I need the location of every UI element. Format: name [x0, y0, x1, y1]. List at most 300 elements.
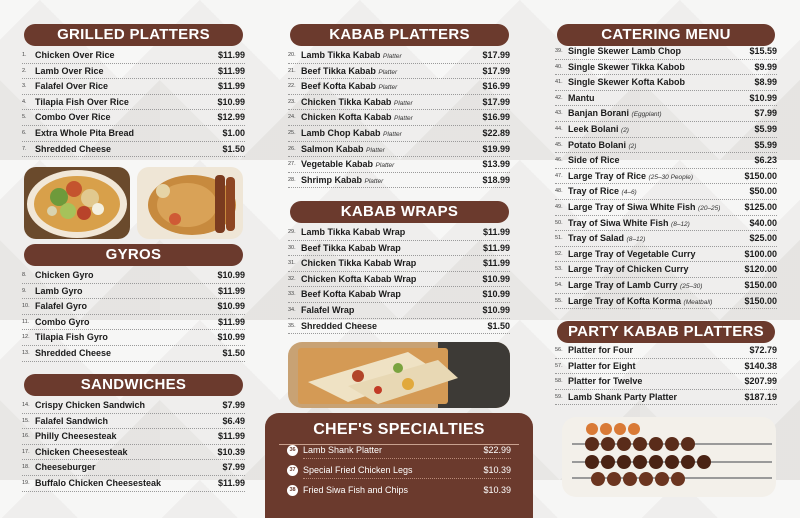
- item-note: (8–12): [626, 236, 646, 244]
- item-number: 23.: [288, 98, 296, 105]
- item-price: $16.99: [482, 81, 510, 92]
- item-name: Tilapia Fish Over Rice: [35, 96, 129, 107]
- item-name: Large Tray of Lamb Curry: [568, 279, 678, 290]
- item-number: 53.: [555, 266, 563, 273]
- item-name: Lamb Chop Kabab: [301, 127, 381, 138]
- menu-item-row: [22, 79, 245, 95]
- item-price: $10.99: [217, 96, 245, 107]
- item-price: $9.99: [754, 61, 777, 72]
- item-name: Chicken Kofta Kabab Wrap: [301, 273, 417, 284]
- item-name-wrap: [301, 81, 397, 91]
- item-price: $150.00: [744, 279, 777, 290]
- item-price: $11.99: [217, 65, 245, 76]
- item-number: 47.: [555, 172, 563, 179]
- menu-item-row: [288, 225, 510, 241]
- menu-item-row: [555, 247, 777, 263]
- item-number: 58.: [555, 378, 563, 385]
- item-name-wrap: [35, 400, 145, 410]
- item-price: $10.99: [217, 270, 245, 280]
- item-note: (8–12): [671, 220, 690, 228]
- item-name-wrap: [35, 431, 117, 441]
- skewers-photo: [562, 417, 776, 497]
- menu-item-row: [555, 138, 777, 154]
- item-name: Potato Bolani: [568, 139, 626, 150]
- item-number: 36: [287, 445, 298, 456]
- item-price: $17.99: [482, 50, 510, 60]
- item-name-wrap: [35, 270, 94, 280]
- item-number: 9.: [22, 287, 27, 294]
- item-name-wrap: [301, 112, 413, 122]
- item-name: Shredded Cheese: [35, 143, 112, 154]
- item-name: Large Tray of Siwa White Fish: [568, 201, 696, 212]
- menu-item-row: [555, 44, 777, 60]
- menu-item-row: [22, 476, 245, 492]
- item-note: Platter: [375, 162, 395, 170]
- item-number: 48.: [555, 188, 563, 195]
- item-price: $1.50: [222, 347, 245, 358]
- item-name-wrap: [568, 392, 677, 402]
- item-name-wrap: [568, 280, 702, 290]
- item-price: $17.99: [482, 96, 510, 107]
- item-name-wrap: [568, 124, 629, 134]
- item-price: $7.99: [754, 108, 777, 119]
- item-number: 35.: [288, 322, 296, 329]
- item-number: 15.: [22, 417, 30, 424]
- item-price: $1.50: [222, 143, 245, 154]
- item-name: Lamb Shank Platter: [303, 445, 383, 455]
- item-number: 55.: [555, 297, 563, 304]
- item-name-wrap: [568, 345, 633, 355]
- item-number: 50.: [555, 219, 563, 226]
- item-note: (2): [628, 142, 637, 150]
- item-name-wrap: [301, 258, 416, 268]
- item-name: Chicken Over Rice: [35, 50, 115, 60]
- item-note: Platter: [382, 53, 402, 60]
- party-platters-header: PARTY KABAB PLATTERS: [557, 321, 775, 343]
- menu-item-row: [288, 241, 510, 257]
- item-note: (25–30 People): [648, 173, 693, 181]
- item-number: 4.: [22, 98, 27, 105]
- menu-item-row: [288, 173, 510, 189]
- item-name: Tray of Salad: [568, 233, 625, 244]
- item-name-wrap: [301, 50, 402, 60]
- item-number: 7.: [22, 145, 27, 152]
- grilled-platters-list: [22, 48, 245, 157]
- item-name: Combo Over Rice: [35, 112, 111, 123]
- menu-item-row: [22, 284, 245, 300]
- item-name-wrap: [35, 478, 161, 488]
- item-number: 11.: [22, 318, 30, 325]
- item-price: $125.00: [744, 201, 777, 212]
- menu-item-row: [22, 460, 245, 476]
- item-name: Side of Rice: [568, 155, 620, 166]
- item-price: $22.89: [482, 127, 510, 138]
- item-name-wrap: [301, 289, 401, 299]
- item-name-wrap: [568, 140, 636, 150]
- item-name: Beef Tikka Kabab Wrap: [301, 242, 401, 253]
- menu-item-row: [555, 231, 777, 247]
- item-name: Single Skewer Kofta Kabob: [568, 77, 686, 88]
- item-name: Lamb Over Rice: [35, 65, 104, 76]
- item-number: 18.: [22, 464, 30, 471]
- menu-item-row: [288, 64, 510, 80]
- item-name: Single Skewer Lamb Chop: [568, 46, 682, 56]
- menu-item-row: [555, 216, 777, 232]
- item-name: Falafel Gyro: [35, 301, 88, 312]
- menu-item-row: [555, 169, 777, 185]
- item-number: 51.: [555, 235, 563, 242]
- item-name: Tray of Rice: [568, 186, 620, 197]
- item-number: 26.: [288, 145, 296, 152]
- item-name-wrap: [35, 416, 108, 426]
- item-name-wrap: [568, 77, 685, 87]
- item-note: Platter: [393, 99, 413, 107]
- item-number: 52.: [555, 250, 563, 257]
- item-price: $11.99: [217, 285, 245, 296]
- menu-item-row: [288, 142, 510, 158]
- item-note: Platter: [364, 177, 384, 185]
- item-note: (4–6): [621, 189, 637, 197]
- menu-item-row: [22, 346, 245, 362]
- menu-item-row: [555, 200, 777, 216]
- item-name: Fried Siwa Fish and Chips: [303, 485, 409, 495]
- item-name: Chicken Tikka Kabab Wrap: [301, 258, 417, 269]
- item-name-wrap: [301, 66, 397, 76]
- menu-item-row: [288, 287, 510, 303]
- item-name: Beef Kofta Kabab Wrap: [301, 289, 401, 300]
- item-name: Lamb Gyro: [35, 285, 83, 296]
- item-number: 27.: [288, 161, 296, 168]
- menu-item-row: [555, 60, 777, 76]
- item-price: $11.99: [217, 431, 245, 442]
- menu-item-row: [288, 126, 510, 142]
- menu-item-row: [22, 126, 245, 142]
- item-price: $6.23: [754, 155, 777, 166]
- menu-item-row: [288, 95, 510, 111]
- item-name: Falafel Over Rice: [35, 81, 109, 92]
- item-price: $10.99: [217, 332, 245, 343]
- item-number: 6.: [22, 129, 27, 136]
- item-price: $22.99: [483, 445, 511, 455]
- item-name: Extra Whole Pita Bread: [35, 127, 135, 138]
- item-name-wrap: [568, 296, 712, 306]
- chefs-specialties-panel: [265, 413, 533, 518]
- item-name: Chicken Cheesesteak: [35, 446, 128, 457]
- item-name-wrap: [301, 227, 405, 237]
- item-name-wrap: [568, 62, 685, 72]
- item-number: 45.: [555, 141, 563, 148]
- item-price: $12.99: [217, 112, 245, 123]
- item-name-wrap: [35, 66, 104, 76]
- wraps-photo: [288, 342, 510, 408]
- menu-item-row: [22, 268, 245, 284]
- menu-item-row: [555, 153, 777, 169]
- item-name: Beef Kofta Kabab: [301, 81, 377, 92]
- item-name-wrap: [35, 144, 111, 154]
- item-price: $11.99: [217, 316, 245, 327]
- item-number: 43.: [555, 110, 563, 117]
- item-price: $15.59: [749, 46, 777, 56]
- menu-item-row: [22, 315, 245, 331]
- item-number: 24.: [288, 114, 296, 121]
- item-price: $10.99: [482, 304, 510, 315]
- item-price: $17.99: [482, 65, 510, 76]
- item-name-wrap: [301, 159, 394, 169]
- item-number: 17.: [22, 448, 30, 455]
- item-number: 32.: [288, 275, 296, 282]
- menu-item-row: [22, 398, 245, 414]
- menu-item-row: [288, 79, 510, 95]
- item-name-wrap: [301, 305, 354, 315]
- menu-item-row: [555, 91, 777, 107]
- item-price: $11.99: [217, 81, 245, 92]
- grilled-platters-header: GRILLED PLATTERS: [24, 24, 243, 46]
- item-number: 20.: [288, 52, 296, 58]
- item-price: $7.99: [222, 462, 245, 473]
- item-price: $8.99: [754, 77, 777, 88]
- item-name-wrap: [35, 317, 90, 327]
- item-number: 3.: [22, 83, 27, 90]
- item-price: $100.00: [744, 248, 777, 259]
- item-number: 1.: [22, 52, 27, 58]
- item-note: (Eggplant): [631, 111, 662, 119]
- item-name-wrap: [301, 321, 377, 331]
- item-price: $1.00: [222, 127, 245, 138]
- kabab-wraps-list: [288, 225, 510, 334]
- item-price: $10.99: [482, 289, 510, 300]
- item-number: 12.: [22, 334, 30, 341]
- item-name-wrap: [35, 462, 96, 472]
- item-name-wrap: [568, 218, 690, 228]
- item-price: $150.00: [744, 295, 777, 306]
- sandwiches-header: SANDWICHES: [24, 374, 243, 396]
- item-note: (2): [621, 126, 629, 134]
- item-price: $11.99: [482, 258, 510, 269]
- item-number: 38: [287, 485, 298, 496]
- item-price: $10.39: [483, 465, 511, 475]
- item-name-wrap: [35, 128, 134, 138]
- item-name-wrap: [35, 301, 87, 311]
- item-number: 42.: [555, 94, 563, 101]
- item-name-wrap: [301, 175, 383, 185]
- item-name-wrap: [301, 243, 401, 253]
- item-name-wrap: [35, 332, 108, 342]
- item-name: Beef Tikka Kabab: [301, 65, 376, 76]
- item-number: 19.: [22, 479, 30, 486]
- item-name-wrap: [35, 348, 111, 358]
- menu-item-row: [22, 429, 245, 445]
- item-name-wrap: [568, 108, 662, 118]
- item-name-wrap: [301, 274, 416, 284]
- item-note: (20–25): [698, 204, 721, 212]
- item-name-wrap: [35, 50, 115, 60]
- item-note: (Meatball): [683, 298, 713, 306]
- item-name-wrap: [35, 81, 108, 91]
- item-note: Platter: [383, 130, 402, 138]
- item-price: $16.99: [482, 112, 510, 123]
- menu-item-row: [22, 445, 245, 461]
- catering-menu-header: CATERING MENU: [557, 24, 775, 46]
- menu-item-row: [555, 390, 777, 406]
- menu-item-row: [22, 110, 245, 126]
- item-name-wrap: [568, 202, 720, 212]
- item-number: 44.: [555, 125, 563, 132]
- rice-kabab-photo: [137, 167, 243, 239]
- item-price: $5.99: [754, 123, 777, 134]
- item-price: $11.99: [482, 227, 510, 237]
- item-name-wrap: [568, 249, 696, 259]
- item-number: 46.: [555, 157, 563, 164]
- item-name: Shredded Cheese: [35, 347, 112, 358]
- menu-item-row: [22, 95, 245, 111]
- item-price: $187.19: [744, 391, 777, 402]
- item-name: Crispy Chicken Sandwich: [35, 400, 146, 410]
- item-number: 49.: [555, 203, 563, 210]
- menu-item-row: [22, 299, 245, 315]
- menu-item-row: [288, 110, 510, 126]
- item-name-wrap: [568, 171, 693, 181]
- item-price: $72.79: [749, 345, 777, 355]
- item-name: Falafel Sandwich: [35, 415, 109, 426]
- item-name: Lamb Shank Party Platter: [568, 391, 678, 402]
- gyros-list: [22, 268, 245, 362]
- menu-item-row: [555, 262, 777, 278]
- menu-item-row: [22, 64, 245, 80]
- item-name: Falafel Wrap: [301, 304, 355, 315]
- item-name: Large Tray of Rice: [568, 170, 647, 181]
- item-note: Platter: [366, 146, 385, 154]
- item-name: Large Tray of Kofta Korma: [568, 295, 682, 306]
- item-name-wrap: [35, 286, 83, 296]
- menu-item-row: [22, 414, 245, 430]
- item-name-wrap: [568, 264, 689, 274]
- item-number: 8.: [22, 272, 27, 278]
- item-number: 13.: [22, 349, 30, 356]
- specialty-row: [287, 464, 511, 482]
- item-name: Platter for Four: [568, 345, 634, 355]
- item-name: Tilapia Fish Gyro: [35, 332, 108, 343]
- item-number: 30.: [288, 244, 296, 251]
- divider: [303, 478, 511, 479]
- gyros-header: GYROS: [24, 244, 243, 266]
- specialty-row: [287, 444, 511, 462]
- item-number: 54.: [555, 281, 563, 288]
- item-number: 41.: [555, 79, 563, 86]
- item-price: $40.00: [749, 217, 777, 228]
- item-number: 37: [287, 465, 298, 476]
- item-name: Vegetable Kabab: [301, 159, 374, 170]
- item-note: Platter: [378, 68, 398, 76]
- item-number: 22.: [288, 83, 296, 90]
- item-price: $13.99: [482, 159, 510, 170]
- menu-item-row: [555, 106, 777, 122]
- specialty-row: [287, 484, 511, 502]
- item-name-wrap: [35, 97, 129, 107]
- menu-item-row: [555, 343, 777, 359]
- item-price: $11.99: [482, 242, 510, 253]
- item-name-wrap: [301, 97, 413, 107]
- item-number: 34.: [288, 306, 296, 313]
- item-name: Chicken Tikka Kabab: [301, 96, 392, 107]
- item-number: 14.: [22, 402, 30, 408]
- kabab-platters-header: KABAB PLATTERS: [290, 24, 509, 46]
- item-number: 33.: [288, 291, 296, 298]
- item-price: $11.99: [217, 477, 245, 488]
- menu-item-row: [288, 157, 510, 173]
- item-name-wrap: [568, 376, 642, 386]
- item-price: $25.00: [749, 233, 777, 244]
- kabab-platters-list: [288, 48, 510, 188]
- kabab-wraps-header: KABAB WRAPS: [290, 201, 509, 223]
- item-name: Single Skewer Tikka Kabob: [568, 61, 685, 72]
- item-name: Leek Bolani: [568, 123, 619, 134]
- item-price: $50.00: [749, 186, 777, 197]
- menu-item-row: [22, 330, 245, 346]
- item-name: Large Tray of Chicken Curry: [568, 264, 689, 275]
- item-price: $10.99: [749, 92, 777, 103]
- item-price: $207.99: [744, 376, 777, 387]
- item-name: Shredded Cheese: [301, 320, 378, 331]
- item-name: Philly Cheesesteak: [35, 431, 117, 442]
- menu-item-row: [22, 142, 245, 158]
- item-number: 25.: [288, 129, 296, 136]
- item-name: Shrimp Kabab: [301, 174, 363, 185]
- menu-item-row: [555, 122, 777, 138]
- item-name-wrap: [568, 233, 645, 243]
- item-name-wrap: [568, 361, 636, 371]
- item-name-wrap: [35, 112, 111, 122]
- item-price: $7.99: [222, 400, 245, 410]
- item-number: 28.: [288, 176, 296, 183]
- item-name: Special Fried Chicken Legs: [303, 465, 413, 475]
- catering-menu-list: [555, 44, 777, 309]
- item-price: $19.99: [482, 143, 510, 154]
- menu-item-row: [288, 272, 510, 288]
- item-name-wrap: [301, 128, 402, 138]
- item-note: Platter: [394, 115, 413, 123]
- divider: [303, 458, 511, 459]
- item-name: Combo Gyro: [35, 316, 90, 327]
- item-name: Tray of Siwa White Fish: [568, 217, 669, 228]
- item-name-wrap: [568, 155, 620, 165]
- item-price: $10.99: [217, 301, 245, 312]
- item-price: $120.00: [744, 264, 777, 275]
- item-price: $11.99: [217, 50, 245, 60]
- menu-item-row: [555, 294, 777, 310]
- item-number: 2.: [22, 67, 27, 74]
- item-number: 57.: [555, 362, 563, 369]
- item-name: Large Tray of Vegetable Curry: [568, 248, 696, 259]
- item-number: 56.: [555, 347, 563, 353]
- chefs-specialties-title: CHEF'S SPECIALTIES: [313, 421, 485, 438]
- item-price: $10.99: [482, 273, 510, 284]
- menu-item-row: [555, 359, 777, 375]
- item-number: 5.: [22, 114, 27, 121]
- party-platters-list: [555, 343, 777, 405]
- menu-item-row: [555, 184, 777, 200]
- item-name-wrap: [35, 447, 128, 457]
- item-number: 40.: [555, 63, 563, 70]
- item-name: Platter for Eight: [568, 360, 636, 371]
- menu-item-row: [555, 374, 777, 390]
- item-name: Mantu: [568, 92, 595, 103]
- item-name: Lamb Tikka Kabab Wrap: [301, 227, 406, 237]
- menu-item-row: [288, 48, 510, 64]
- item-price: $6.49: [222, 415, 245, 426]
- item-price: $10.39: [217, 446, 245, 457]
- item-note: (25–30): [680, 282, 703, 290]
- menu-item-row: [288, 256, 510, 272]
